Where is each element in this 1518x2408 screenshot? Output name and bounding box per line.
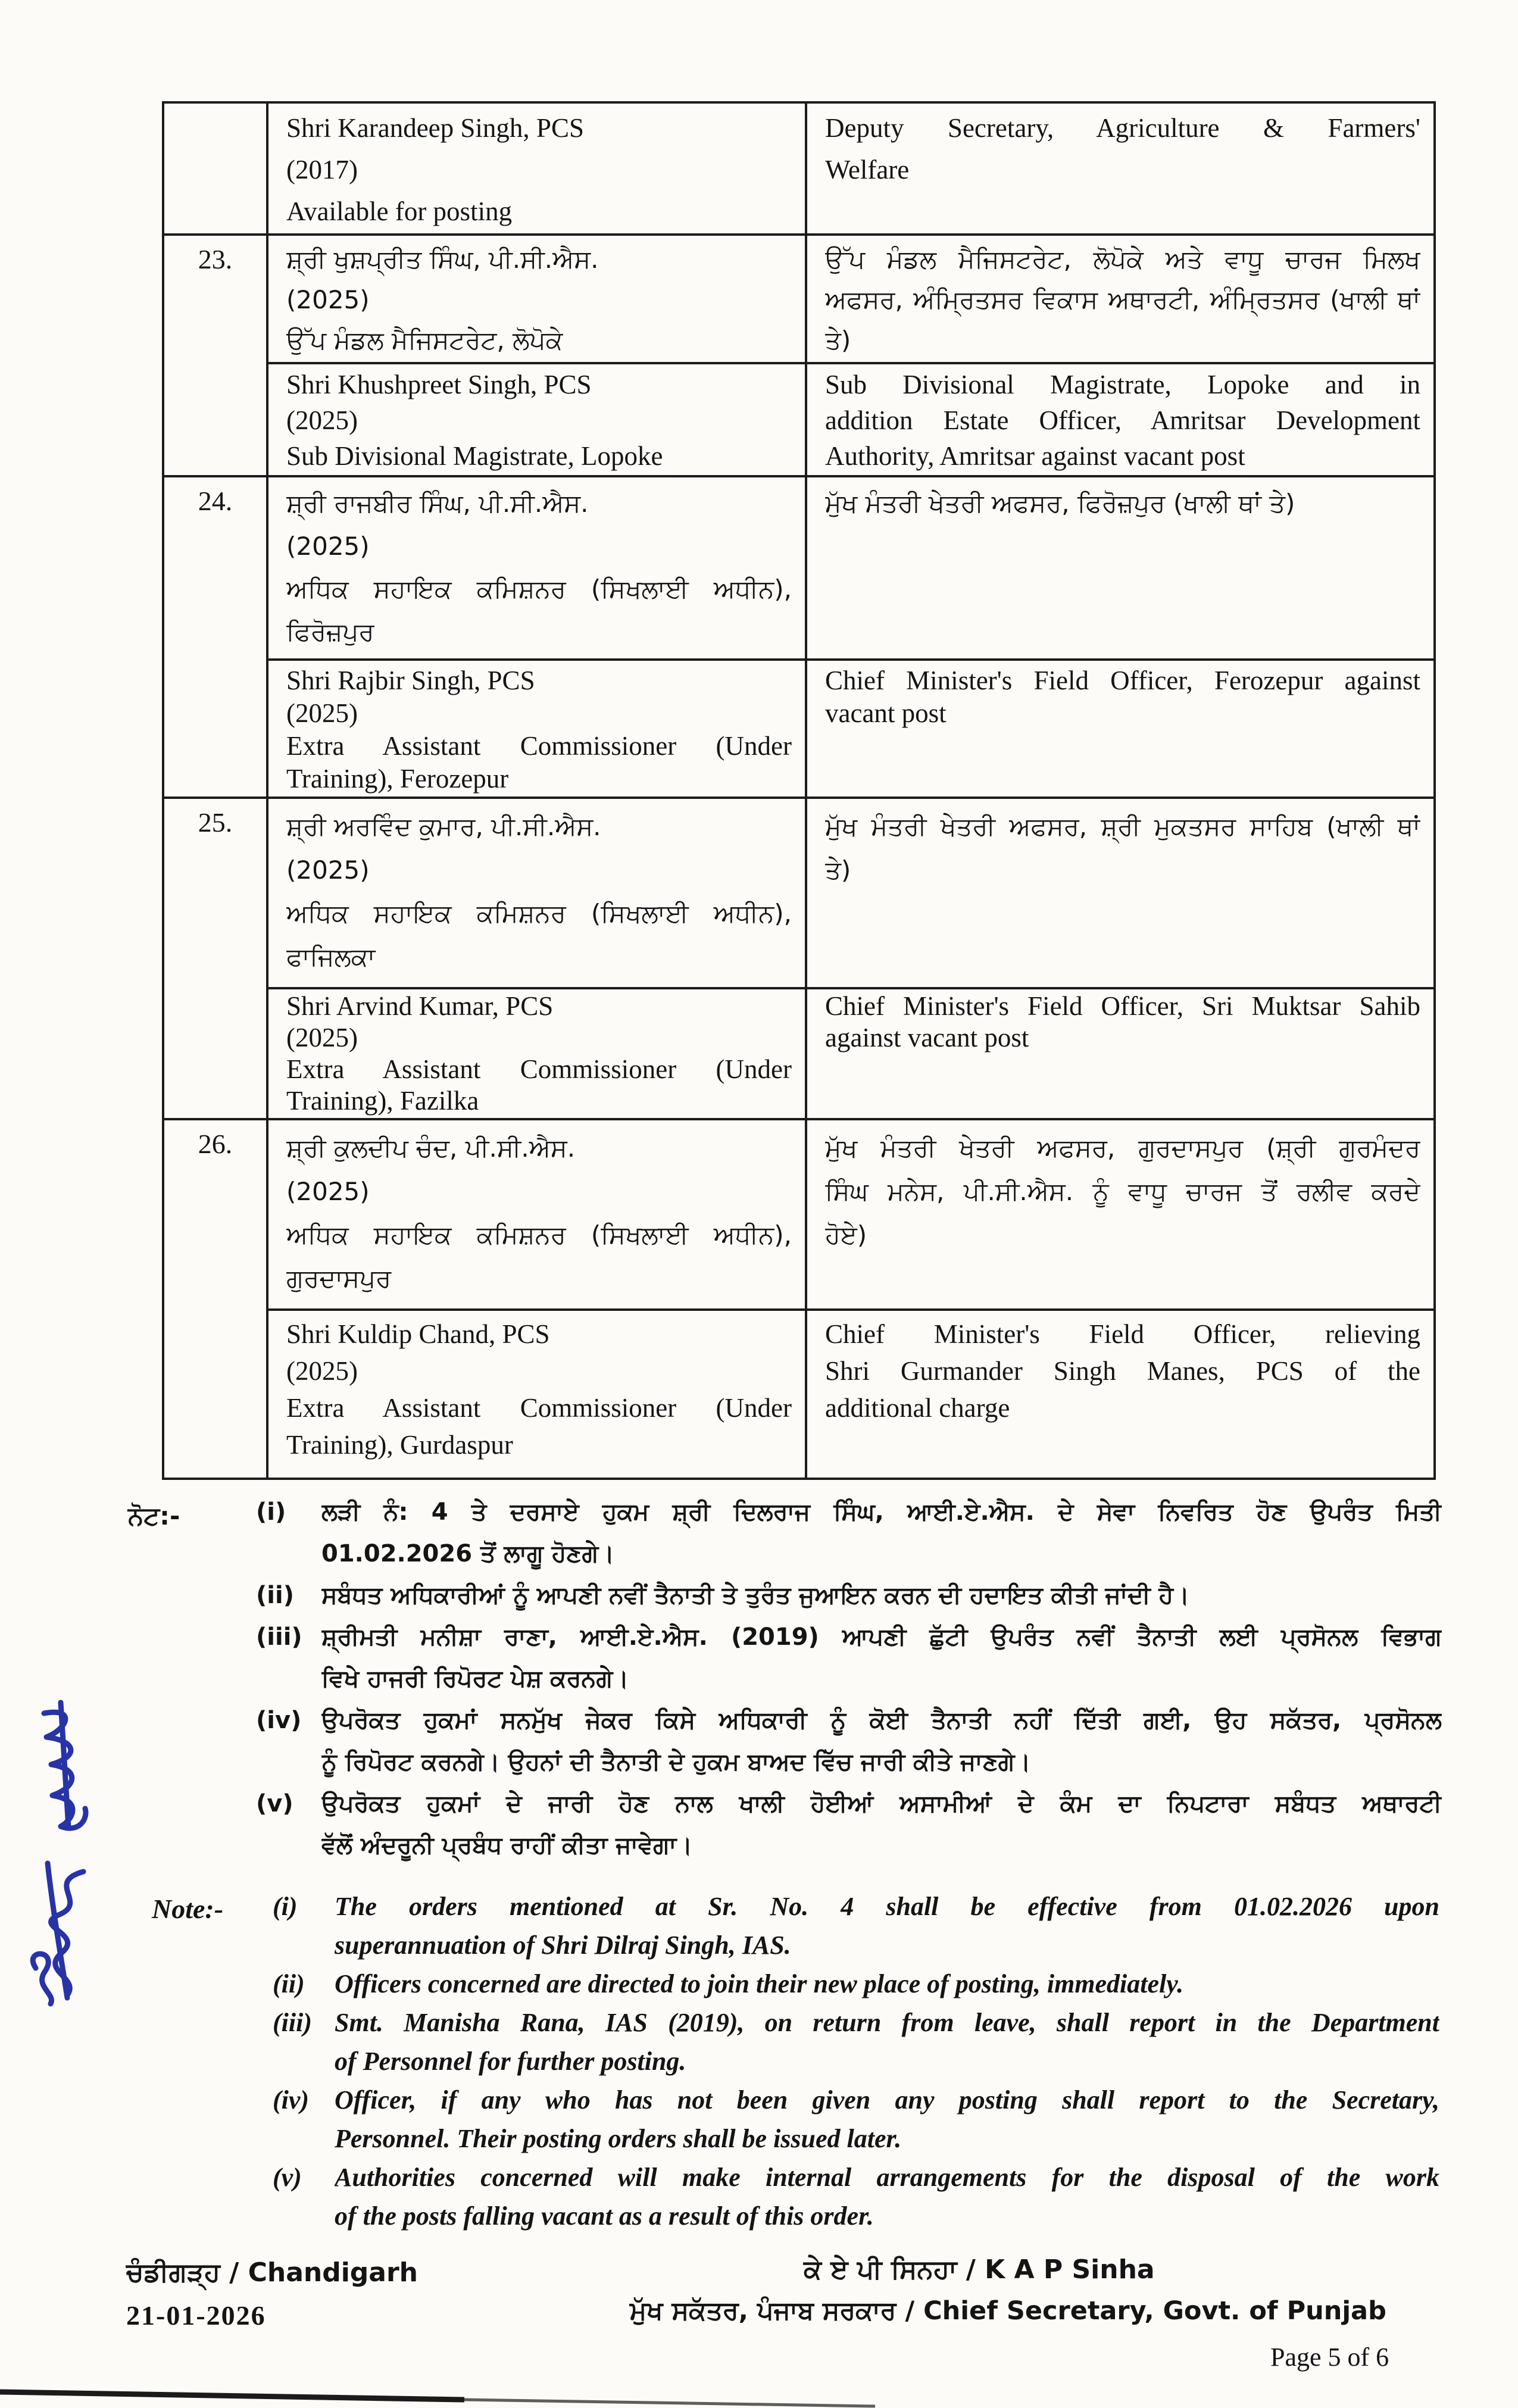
posting-line: ਮੁੱਖ ਮੰਤਰੀ ਖੇਤਰੀ ਅਫਸਰ, ਸ਼੍ਰੀ ਮੁਕਤਸਰ ਸਾਹਿਬ (ਖਾਲੀ ਥਾਂ: [825, 812, 1420, 841]
posting-line: against vacant post: [825, 1023, 1029, 1052]
officer-cell: [267, 1310, 806, 1479]
officer-cell: [267, 363, 806, 476]
note-marker: (i): [256, 1498, 286, 1526]
notes-punjabi: [256, 1491, 1442, 1866]
table-row-24-english: [163, 660, 1435, 798]
handwritten-margin-note-icon: [10, 1692, 114, 2010]
table-row-25-english: [163, 988, 1435, 1119]
page-number: Page 5 of 6: [1270, 2343, 1389, 2372]
officer-line: ਅਧਿਕ ਸਹਾਇਕ ਕਮਿਸ਼ਨਰ (ਸਿਖਲਾਈ ਅਧੀਨ),: [286, 899, 792, 928]
note-text: Officer, if any who has not been given any posting shall report to the Secretary, Personnel. Their posting orders shall be issued later.: [335, 2085, 1439, 2153]
sr-cell: [163, 102, 267, 235]
posting-line: addition Estate Officer, Amritsar Development: [825, 405, 1420, 435]
note-marker: (iv): [273, 2085, 310, 2115]
posting-cell: [806, 660, 1435, 798]
posting-line: Sub Divisional Magistrate, Lopoke and in: [825, 370, 1420, 399]
notes-punjabi-label: ਨੋਟ:-: [128, 1501, 180, 1531]
note-marker: (v): [273, 2163, 302, 2192]
officer-line: (2025): [286, 1023, 358, 1052]
note-text: ਸ਼੍ਰੀਮਤੀ ਮਨੀਸ਼ਾ ਰਾਣਾ, ਆਈ.ਏ.ਐਸ. (2019) ਆਪਣੀ ਛੁੱਟੀ ਉਪਰੰਤ ਨਵੀਂ ਤੈਨਾਤੀ ਲਈ ਪ੍ਰਸੋਨਲ ਵਿਭਾਗ ਵਿਖੇ ਹਾਜਰੀ ਰਿਪੋਰਟ ਪੇਸ਼ ਕਰਨਗੇ।: [321, 1623, 1442, 1692]
posting-line: ਤੇ): [825, 855, 851, 885]
table-row-23-english: [163, 363, 1435, 476]
note-item: [256, 1783, 1442, 1866]
officer-line: Extra Assistant Commissioner (Under: [286, 1054, 792, 1084]
note-item: [256, 1575, 1442, 1616]
note-item: [273, 2158, 1439, 2235]
sr-cell: [163, 1119, 267, 1479]
officer-line: ਉੱਪ ਮੰਡਲ ਮੈਜਿਸਟਰੇਟ, ਲੋਪੋਕੇ: [286, 326, 563, 355]
posting-line: Chief Minister's Field Officer, Sri Muktsar Sahib: [825, 991, 1420, 1021]
footer-date: 21-01-2026: [126, 2300, 266, 2331]
officer-line: (2025): [286, 285, 370, 314]
note-item: [256, 1616, 1442, 1700]
officer-line: Sub Divisional Magistrate, Lopoke: [286, 441, 663, 471]
sr-number: 25.: [198, 807, 233, 838]
posting-cell: [806, 988, 1435, 1119]
footer-signatory-title: ਮੁੱਖ ਸਕੱਤਰ, ਪੰਜਾਬ ਸਰਕਾਰ / Chief Secretary, Govt. of Punjab: [630, 2296, 1386, 2326]
posting-line: Welfare: [825, 155, 910, 185]
posting-line: Chief Minister's Field Officer, relieving: [825, 1319, 1420, 1349]
scan-artifact-line: [0, 2381, 929, 2408]
posting-line: ਉੱਪ ਮੰਡਲ ਮੈਜਿਸਟਰੇਟ, ਲੋਪੋਕੇ ਅਤੇ ਵਾਧੂ ਚਾਰਜ ਮਿਲਖ: [825, 245, 1420, 274]
officer-line: Shri Karandeep Singh, PCS: [286, 113, 584, 143]
note-marker: (v): [256, 1790, 293, 1817]
sr-cell: [163, 798, 267, 1119]
sr-cell: [163, 476, 267, 798]
posting-cell: [806, 798, 1435, 988]
posting-cell: [806, 363, 1435, 476]
officer-line: Shri Rajbir Singh, PCS: [286, 666, 535, 695]
note-text: ਲੜੀ ਨੰ: 4 ਤੇ ਦਰਸਾਏ ਹੁਕਮ ਸ਼੍ਰੀ ਦਿਲਰਾਜ ਸਿੰਘ, ਆਈ.ਏ.ਐਸ. ਦੇ ਸੇਵਾ ਨਿਵਰਿਤ ਹੋਣ ਉਪਰੰਤ ਮਿਤੀ 01.02.2026 ਤੋਂ ਲਾਗੂ ਹੋਣਗੇ।: [321, 1498, 1442, 1567]
officer-line: ਅਧਿਕ ਸਹਾਇਕ ਕਮਿਸ਼ਨਰ (ਸਿਖਲਾਈ ਅਧੀਨ),: [286, 1220, 792, 1250]
officer-cell: [267, 235, 806, 363]
officer-line: Training), Gurdaspur: [286, 1430, 513, 1460]
officer-line: Available for posting: [286, 196, 513, 226]
officer-line: ਫਿਰੋਜ਼ਪੁਰ: [286, 617, 374, 646]
officer-line: ਸ਼੍ਰੀ ਕੁਲਦੀਪ ਚੰਦ, ਪੀ.ਸੀ.ਐਸ.: [286, 1133, 576, 1163]
note-item: [273, 1964, 1439, 2003]
posting-line: ਸਿੰਘ ਮਨੇਸ, ਪੀ.ਸੀ.ਐਸ. ਨੂੰ ਵਾਧੂ ਚਾਰਜ ਤੋਂ ਰਲੀਵ ਕਰਦੇ: [825, 1177, 1420, 1206]
posting-line: ਮੁੱਖ ਮੰਤਰੀ ਖੇਤਰੀ ਅਫਸਰ, ਫਿਰੋਜ਼ਪੁਰ (ਖਾਲੀ ਥਾਂ ਤੇ): [825, 489, 1295, 518]
posting-line: Deputy Secretary, Agriculture & Farmers': [825, 113, 1420, 143]
note-text: Smt. Manisha Rana, IAS (2019), on return from leave, shall report in the Department of Personnel for further posting.: [335, 2008, 1439, 2076]
officer-cell: [267, 1119, 806, 1310]
officer-line: Training), Ferozepur: [286, 764, 509, 794]
officer-cell: [267, 798, 806, 988]
note-item: [256, 1491, 1442, 1575]
posting-line: Chief Minister's Field Officer, Ferozepur against: [825, 666, 1420, 695]
note-marker: (iii): [256, 1623, 302, 1651]
posting-line: Shri Gurmander Singh Manes, PCS of the: [825, 1356, 1420, 1386]
officer-line: ਸ਼੍ਰੀ ਖੁਸ਼ਪ੍ਰੀਤ ਸਿੰਘ, ਪੀ.ਸੀ.ਐਸ.: [286, 245, 599, 274]
posting-line: ਤੇ): [825, 326, 851, 355]
officer-line: ਗੁਰਦਾਸਪੁਰ: [286, 1264, 392, 1293]
officer-line: Shri Arvind Kumar, PCS: [286, 991, 554, 1021]
officer-line: (2025): [286, 855, 370, 885]
officer-line: Training), Fazilka: [286, 1086, 479, 1116]
officer-line: (2025): [286, 532, 370, 561]
sr-number: 26.: [198, 1129, 233, 1159]
note-item: [273, 2003, 1439, 2081]
sr-number: 24.: [198, 486, 233, 516]
officer-line: Shri Khushpreet Singh, PCS: [286, 370, 592, 399]
note-text: ਸਬੰਧਤ ਅਧਿਕਾਰੀਆਂ ਨੂੰ ਆਪਣੀ ਨਵੀਂ ਤੈਨਾਤੀ ਤੇ ਤੁਰੰਤ ਜੁਆਇਨ ਕਰਨ ਦੀ ਹਦਾਇਤ ਕੀਤੀ ਜਾਂਦੀ ਹੈ।: [321, 1582, 1190, 1609]
posting-cell: [806, 1310, 1435, 1479]
posting-line: Authority, Amritsar against vacant post: [825, 441, 1245, 471]
officer-line: (2025): [286, 405, 358, 435]
posting-line: ਹੋਏ): [825, 1220, 867, 1250]
posting-cell: [806, 476, 1435, 660]
officer-line: (2025): [286, 1356, 358, 1386]
posting-line: ਅਫਸਰ, ਅੰਮ੍ਰਿਤਸਰ ਵਿਕਾਸ ਅਥਾਰਟੀ, ਅੰਮ੍ਰਿਤਸਰ (ਖਾਲੀ ਥਾਂ: [825, 285, 1420, 314]
note-text: ਉਪਰੋਕਤ ਹੁਕਮਾਂ ਦੇ ਜਾਰੀ ਹੋਣ ਨਾਲ ਖਾਲੀ ਹੋਈਆਂ ਅਸਾਮੀਆਂ ਦੇ ਕੰਮ ਦਾ ਨਿਪਟਾਰਾ ਸਬੰਧਤ ਅਥਾਰਟੀ ਵੱਲੋਂ ਅੰਦਰੂਨੀ ਪ੍ਰਬੰਧ ਰਾਹੀਂ ਕੀਤਾ ਜਾਵੇਗਾ।: [321, 1790, 1442, 1859]
officer-cell: [267, 988, 806, 1119]
table-row-23-punjabi: [163, 235, 1435, 363]
sr-cell: [163, 235, 267, 476]
posting-cell: [806, 235, 1435, 363]
sr-number: 23.: [198, 244, 233, 274]
table-row-26-english: [163, 1310, 1435, 1479]
officer-line: Shri Kuldip Chand, PCS: [286, 1319, 550, 1349]
posting-line: additional charge: [825, 1393, 1010, 1423]
note-text: ਉਪਰੋਕਤ ਹੁਕਮਾਂ ਸਨਮੁੱਖ ਜੇਕਰ ਕਿਸੇ ਅਧਿਕਾਰੀ ਨੂੰ ਕੋਈ ਤੈਨਾਤੀ ਨਹੀਂ ਦਿੱਤੀ ਗਈ, ਉਹ ਸਕੱਤਰ, ਪ੍ਰਸੋਨਲ ਨੂੰ ਰਿਪੋਰਟ ਕਰਨਗੇ। ਉਹਨਾਂ ਦੀ ਤੈਨਾਤੀ ਦੇ ਹੁਕਮ ਬਾਅਦ ਵਿੱਚ ਜਾਰੀ ਕੀਤੇ ਜਾਣਗੇ।: [321, 1707, 1442, 1776]
officer-line: (2017): [286, 155, 358, 185]
posting-cell: [806, 1119, 1435, 1310]
note-marker: (ii): [273, 1969, 305, 1998]
note-text: Officers concerned are directed to join their new place of posting, immediately.: [335, 1969, 1184, 1998]
officer-cell: [267, 660, 806, 798]
note-marker: (ii): [256, 1582, 294, 1609]
footer-place: ਚੰਡੀਗੜ੍ਹ / Chandigarh: [126, 2257, 418, 2288]
note-item: [273, 1887, 1439, 1964]
notes-english: [273, 1887, 1439, 2235]
note-text: The orders mentioned at Sr. No. 4 shall be effective from 01.02.2026 upon superannuation of Shri Dilraj Singh, IAS.: [335, 1892, 1439, 1960]
footer-signatory-name: ਕੇ ਏ ਪੀ ਸਿਨਹਾ / K A P Sinha: [804, 2254, 1155, 2285]
table-row-24-punjabi: [163, 476, 1435, 660]
posting-line: vacant post: [825, 698, 947, 728]
postings-table: [162, 101, 1436, 1480]
note-item: [273, 2081, 1439, 2158]
note-item: [256, 1700, 1442, 1783]
note-marker: (iv): [256, 1707, 302, 1734]
officer-cell: [267, 102, 806, 235]
officer-line: (2025): [286, 698, 358, 728]
officer-line: ਅਧਿਕ ਸਹਾਇਕ ਕਮਿਸ਼ਨਰ (ਸਿਖਲਾਈ ਅਧੀਨ),: [286, 574, 792, 604]
officer-line: (2025): [286, 1177, 370, 1206]
officer-line: Extra Assistant Commissioner (Under: [286, 1393, 792, 1423]
note-marker: (iii): [273, 2008, 312, 2037]
note-text: Authorities concerned will make internal arrangements for the disposal of the work of the posts falling vacant as a result of this order.: [335, 2163, 1439, 2231]
notes-english-label: Note:-: [152, 1894, 224, 1924]
note-marker: (i): [273, 1892, 298, 1921]
officer-cell: [267, 476, 806, 660]
officer-line: ਫਾਜਿਲਕਾ: [286, 942, 376, 972]
officer-line: Extra Assistant Commissioner (Under: [286, 731, 792, 761]
table-row-25-punjabi: [163, 798, 1435, 988]
posting-line: ਮੁੱਖ ਮੰਤਰੀ ਖੇਤਰੀ ਅਫਸਰ, ਗੁਰਦਾਸਪੁਰ (ਸ਼੍ਰੀ ਗੁਰਮੰਦਰ: [825, 1133, 1420, 1163]
officer-line: ਸ਼੍ਰੀ ਰਾਜਬੀਰ ਸਿੰਘ, ਪੀ.ਸੀ.ਐਸ.: [286, 489, 589, 518]
posting-cell: [806, 102, 1435, 235]
table-row-continued: [163, 102, 1435, 235]
officer-line: ਸ਼੍ਰੀ ਅਰਵਿੰਦ ਕੁਮਾਰ, ਪੀ.ਸੀ.ਐਸ.: [286, 812, 601, 841]
table-row-26-punjabi: [163, 1119, 1435, 1310]
